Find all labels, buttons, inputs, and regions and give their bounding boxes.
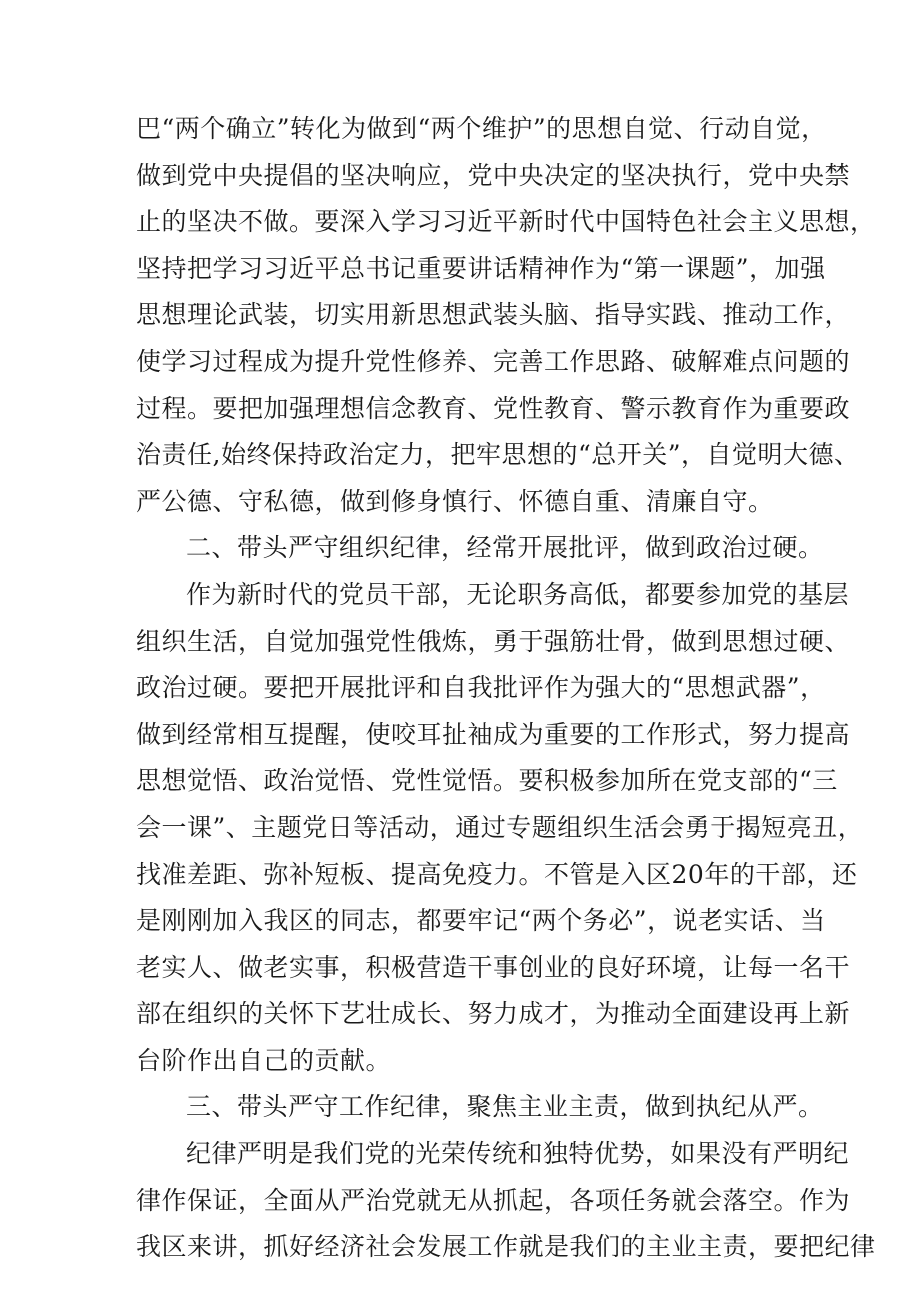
text-line: 部在组织的关怀下艺壮成长、努力成才，为推动全面建设再上新 [136, 999, 851, 1029]
text-line: 台阶作出自己的贡献。 [136, 1045, 392, 1075]
text-line: 政治过硬。要把开展批评和自我批评作为强大的“思想武器”， [136, 673, 826, 703]
section-heading: 二、带头严守组织纪律，经常开展批评，做到政治过硬。 [186, 533, 824, 563]
text-line: 过程。要把加强理想信念教育、党性教育、警示教育作为重要政 [136, 393, 851, 423]
text-line: 严公德、守私德，做到修身慎行、怀德自重、清廉自守。 [136, 486, 774, 516]
text-line: 做到党中央提倡的坚决响应，党中央决定的坚决执行，党中央禁 [136, 160, 851, 190]
text-line: 我区来讲，抓好经济社会发展工作就是我们的主业主责，要把纪律 [136, 1232, 876, 1262]
text-line: 坚持把学习习近平总书记重要讲话精神作为“第一课题”，加强 [136, 253, 826, 283]
text-line: 纪律严明是我们党的光荣传统和独特优势，如果没有严明纪 [186, 1139, 850, 1169]
text-line: 做到经常相互提醒，使咬耳扯袖成为重要的工作形式，努力提高 [136, 719, 851, 749]
text-line: 作为新时代的党员干部，无论职务高低，都要参加党的基层 [186, 579, 850, 609]
text-line: 老实人、做老实事，积极营造干事创业的良好环境，让每一名干 [136, 952, 851, 982]
document-body [136, 106, 876, 1271]
text-line: 是刚刚加入我区的同志，都要牢记“两个务必”，说老实话、当 [136, 906, 826, 936]
text-line: 会一课”、主题党日等活动，通过专题组织生活会勇于揭短亮丑， [136, 812, 864, 842]
text-line: 找准差距、弥补短板、提高免疫力。不管是入区20年的干部，还 [136, 859, 858, 889]
text-line: 巴“两个确立”转化为做到“两个维护”的思想自觉、行动自觉， [136, 114, 827, 143]
text-line: 止的坚决不做。要深入学习习近平新时代中国特色社会主义思想， [136, 207, 876, 237]
text-line: 思想觉悟、政治觉悟、党性觉悟。要积极参加所在党支部的“三 [136, 766, 838, 796]
section-heading: 三、带头严守工作纪律，聚焦主业主责，做到执纪从严。 [186, 1092, 824, 1122]
text-line: 使学习过程成为提升党性修养、完善工作思路、破解难点问题的 [136, 346, 851, 376]
text-line: 思想理论武装，切实用新思想武装头脑、指导实践、推动工作， [136, 300, 851, 330]
text-line: 治责任,始终保持政治定力，把牢思想的“总开关”，自觉明大德、 [136, 440, 860, 470]
text-line: 律作保证，全面从严治党就无从抓起，各项任务就会落空。作为 [136, 1185, 851, 1215]
text-line: 组织生活，自觉加强党性俄炼，勇于强筋壮骨，做到思想过硬、 [136, 626, 851, 656]
